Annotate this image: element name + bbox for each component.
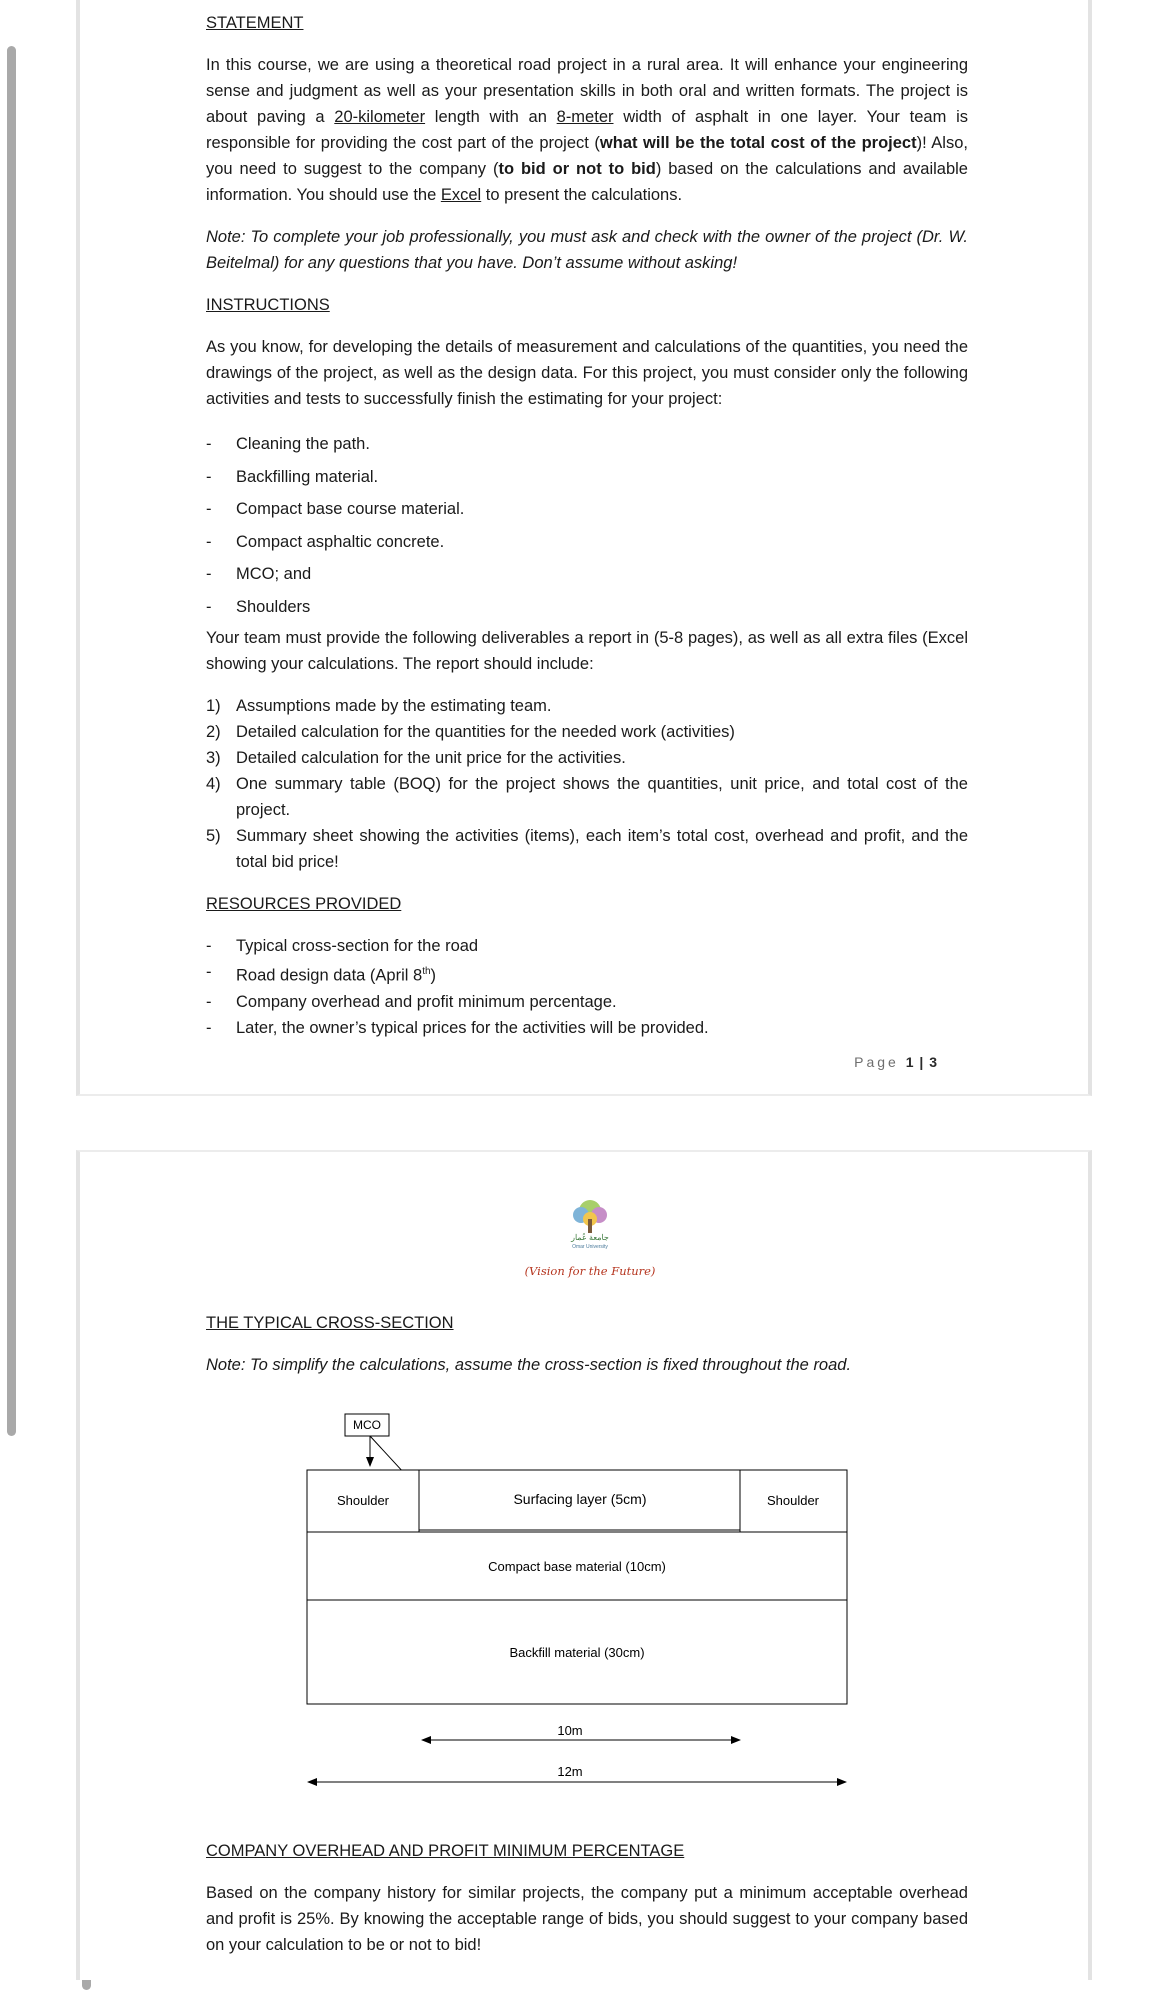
page-number-value: 1 | 3 — [905, 1054, 938, 1070]
surfacing-layer-label: Surfacing layer (5cm) — [513, 1491, 647, 1507]
statement-text-6: to present the calculations. — [481, 186, 683, 204]
document-page-2 — [76, 1150, 1092, 1980]
logo-arabic-text: جامعة عُمار — [571, 1233, 609, 1242]
report-items-list — [206, 693, 968, 875]
statement-text-1: In this course, we are using a theoretical road project in a rural area. It will enhance your engineering sense and judgment as well as your presentation skills in both oral and written formats. The project is about paving a — [206, 56, 968, 126]
report-item — [206, 823, 968, 875]
resource-item — [206, 959, 968, 989]
resource-item: - Later, the owner’s typical prices for the activities will be provided. — [206, 1015, 968, 1041]
report-item-text: Detailed calculation for the unit price for the activities. — [236, 749, 626, 767]
deliverables-paragraph: Your team must provide the following deliverables a report in (5-8 pages), as well as all extra files (Excel showing your calculations. The report should include: — [206, 629, 968, 673]
document-page-1 — [76, 0, 1092, 1096]
bid-emphasis: to bid or not to bid — [498, 160, 656, 178]
statement-text-3: width of asphalt in one layer. Your team is responsible for providing the cost part of the project ( — [206, 108, 968, 152]
page-2-content — [206, 1310, 968, 1378]
resources-list — [206, 933, 968, 1041]
report-item — [206, 745, 968, 771]
shoulder-left-label: Shoulder — [336, 1493, 390, 1508]
report-item-number: 3) — [206, 749, 221, 767]
overhead-heading: COMPANY OVERHEAD AND PROFIT MINIMUM PERCENTAGE — [206, 1842, 685, 1860]
report-item — [206, 771, 968, 823]
activities-list — [206, 428, 968, 623]
owner-note: Note: To complete your job professionally, you must ask and check with the owner of the project (Dr. W. Beitelmal) for any questions that you have. Don’t assume without asking! — [206, 228, 968, 272]
logo-english-text: Omar University — [572, 1244, 608, 1249]
report-item-number: 2) — [206, 723, 221, 741]
report-item — [206, 719, 968, 745]
page-1-content — [206, 10, 968, 1041]
report-item — [206, 693, 968, 719]
activity-item: - Backfilling material. — [206, 461, 968, 494]
report-item-text: Summary sheet showing the activities (items), each item’s total cost, overhead and profit, and the total bid price! — [236, 827, 968, 871]
dimension-12m-label: 12m — [557, 1764, 583, 1779]
page-label: Page — [854, 1054, 899, 1070]
activity-item: - Cleaning the path. — [206, 428, 968, 461]
university-tagline: (Vision for the Future) — [524, 1264, 656, 1278]
report-item-text: Detailed calculation for the quantities for the needed work (activities) — [236, 723, 735, 741]
left-scrollbar[interactable] — [7, 46, 16, 1436]
page-2-overhead-content — [206, 1838, 968, 1958]
activity-item: - Compact base course material. — [206, 493, 968, 526]
cross-section-note: Note: To simplify the calculations, assume the cross-section is fixed throughout the road. — [206, 1356, 852, 1374]
total-cost-emphasis: what will be the total cost of the project — [599, 134, 917, 152]
resources-heading: RESOURCES PROVIDED — [206, 895, 402, 913]
university-logo — [555, 1197, 625, 1254]
page-number — [854, 1054, 938, 1070]
shoulder-right-label: Shoulder — [766, 1493, 820, 1508]
report-item-text: Assumptions made by the estimating team. — [236, 697, 552, 715]
tree-logo-icon — [555, 1197, 625, 1249]
report-item-number: 4) — [206, 775, 221, 793]
report-item-number: 5) — [206, 827, 221, 845]
dimension-10m-label: 10m — [557, 1723, 583, 1738]
excel-link: Excel — [440, 186, 482, 204]
width-value: 8-meter — [556, 108, 614, 126]
resource-text: Road design data (April 8 — [236, 966, 423, 985]
instructions-heading: INSTRUCTIONS — [206, 296, 330, 314]
resource-item: - Typical cross-section for the road — [206, 933, 968, 959]
overhead-paragraph: Based on the company history for similar projects, the company put a minimum acceptable overhead and profit is 25%. By knowing the acceptable range of bids, you should suggest to your company based on your calculation to be or not to bid! — [206, 1884, 968, 1954]
statement-paragraph — [206, 52, 968, 208]
activity-item: - Compact asphaltic concrete. — [206, 526, 968, 559]
report-item-text: One summary table (BOQ) for the project shows the quantities, unit price, and total cost of the project. — [236, 775, 968, 819]
length-value: 20-kilometer — [334, 108, 426, 126]
activity-item: - Shoulders — [206, 591, 968, 624]
cross-section-heading: THE TYPICAL CROSS-SECTION — [206, 1314, 454, 1332]
resource-superscript: th — [422, 966, 431, 977]
mco-label: MCO — [353, 1418, 381, 1432]
base-layer-label: Compact base material (10cm) — [488, 1559, 666, 1574]
instructions-paragraph: As you know, for developing the details of measurement and calculations of the quantities, you need the drawings of the project, as well as the design data. For this project, you must consider only the following activities and tests to successfully finish the estimating for your project: — [206, 338, 968, 408]
statement-heading: STATEMENT — [206, 14, 304, 32]
statement-text-5: ) based on the calculations and available information. You should use the — [206, 160, 968, 204]
resource-text-end: ) — [430, 966, 437, 985]
resource-item: - Company overhead and profit minimum percentage. — [206, 989, 968, 1015]
statement-text-4: )! Also, you need to suggest to the company ( — [206, 134, 968, 178]
cross-section-diagram — [80, 1404, 1096, 1824]
activity-item: - MCO; and — [206, 558, 968, 591]
backfill-layer-label: Backfill material (30cm) — [509, 1645, 645, 1660]
statement-text-2: length with an — [425, 108, 557, 126]
report-item-number: 1) — [206, 697, 221, 715]
